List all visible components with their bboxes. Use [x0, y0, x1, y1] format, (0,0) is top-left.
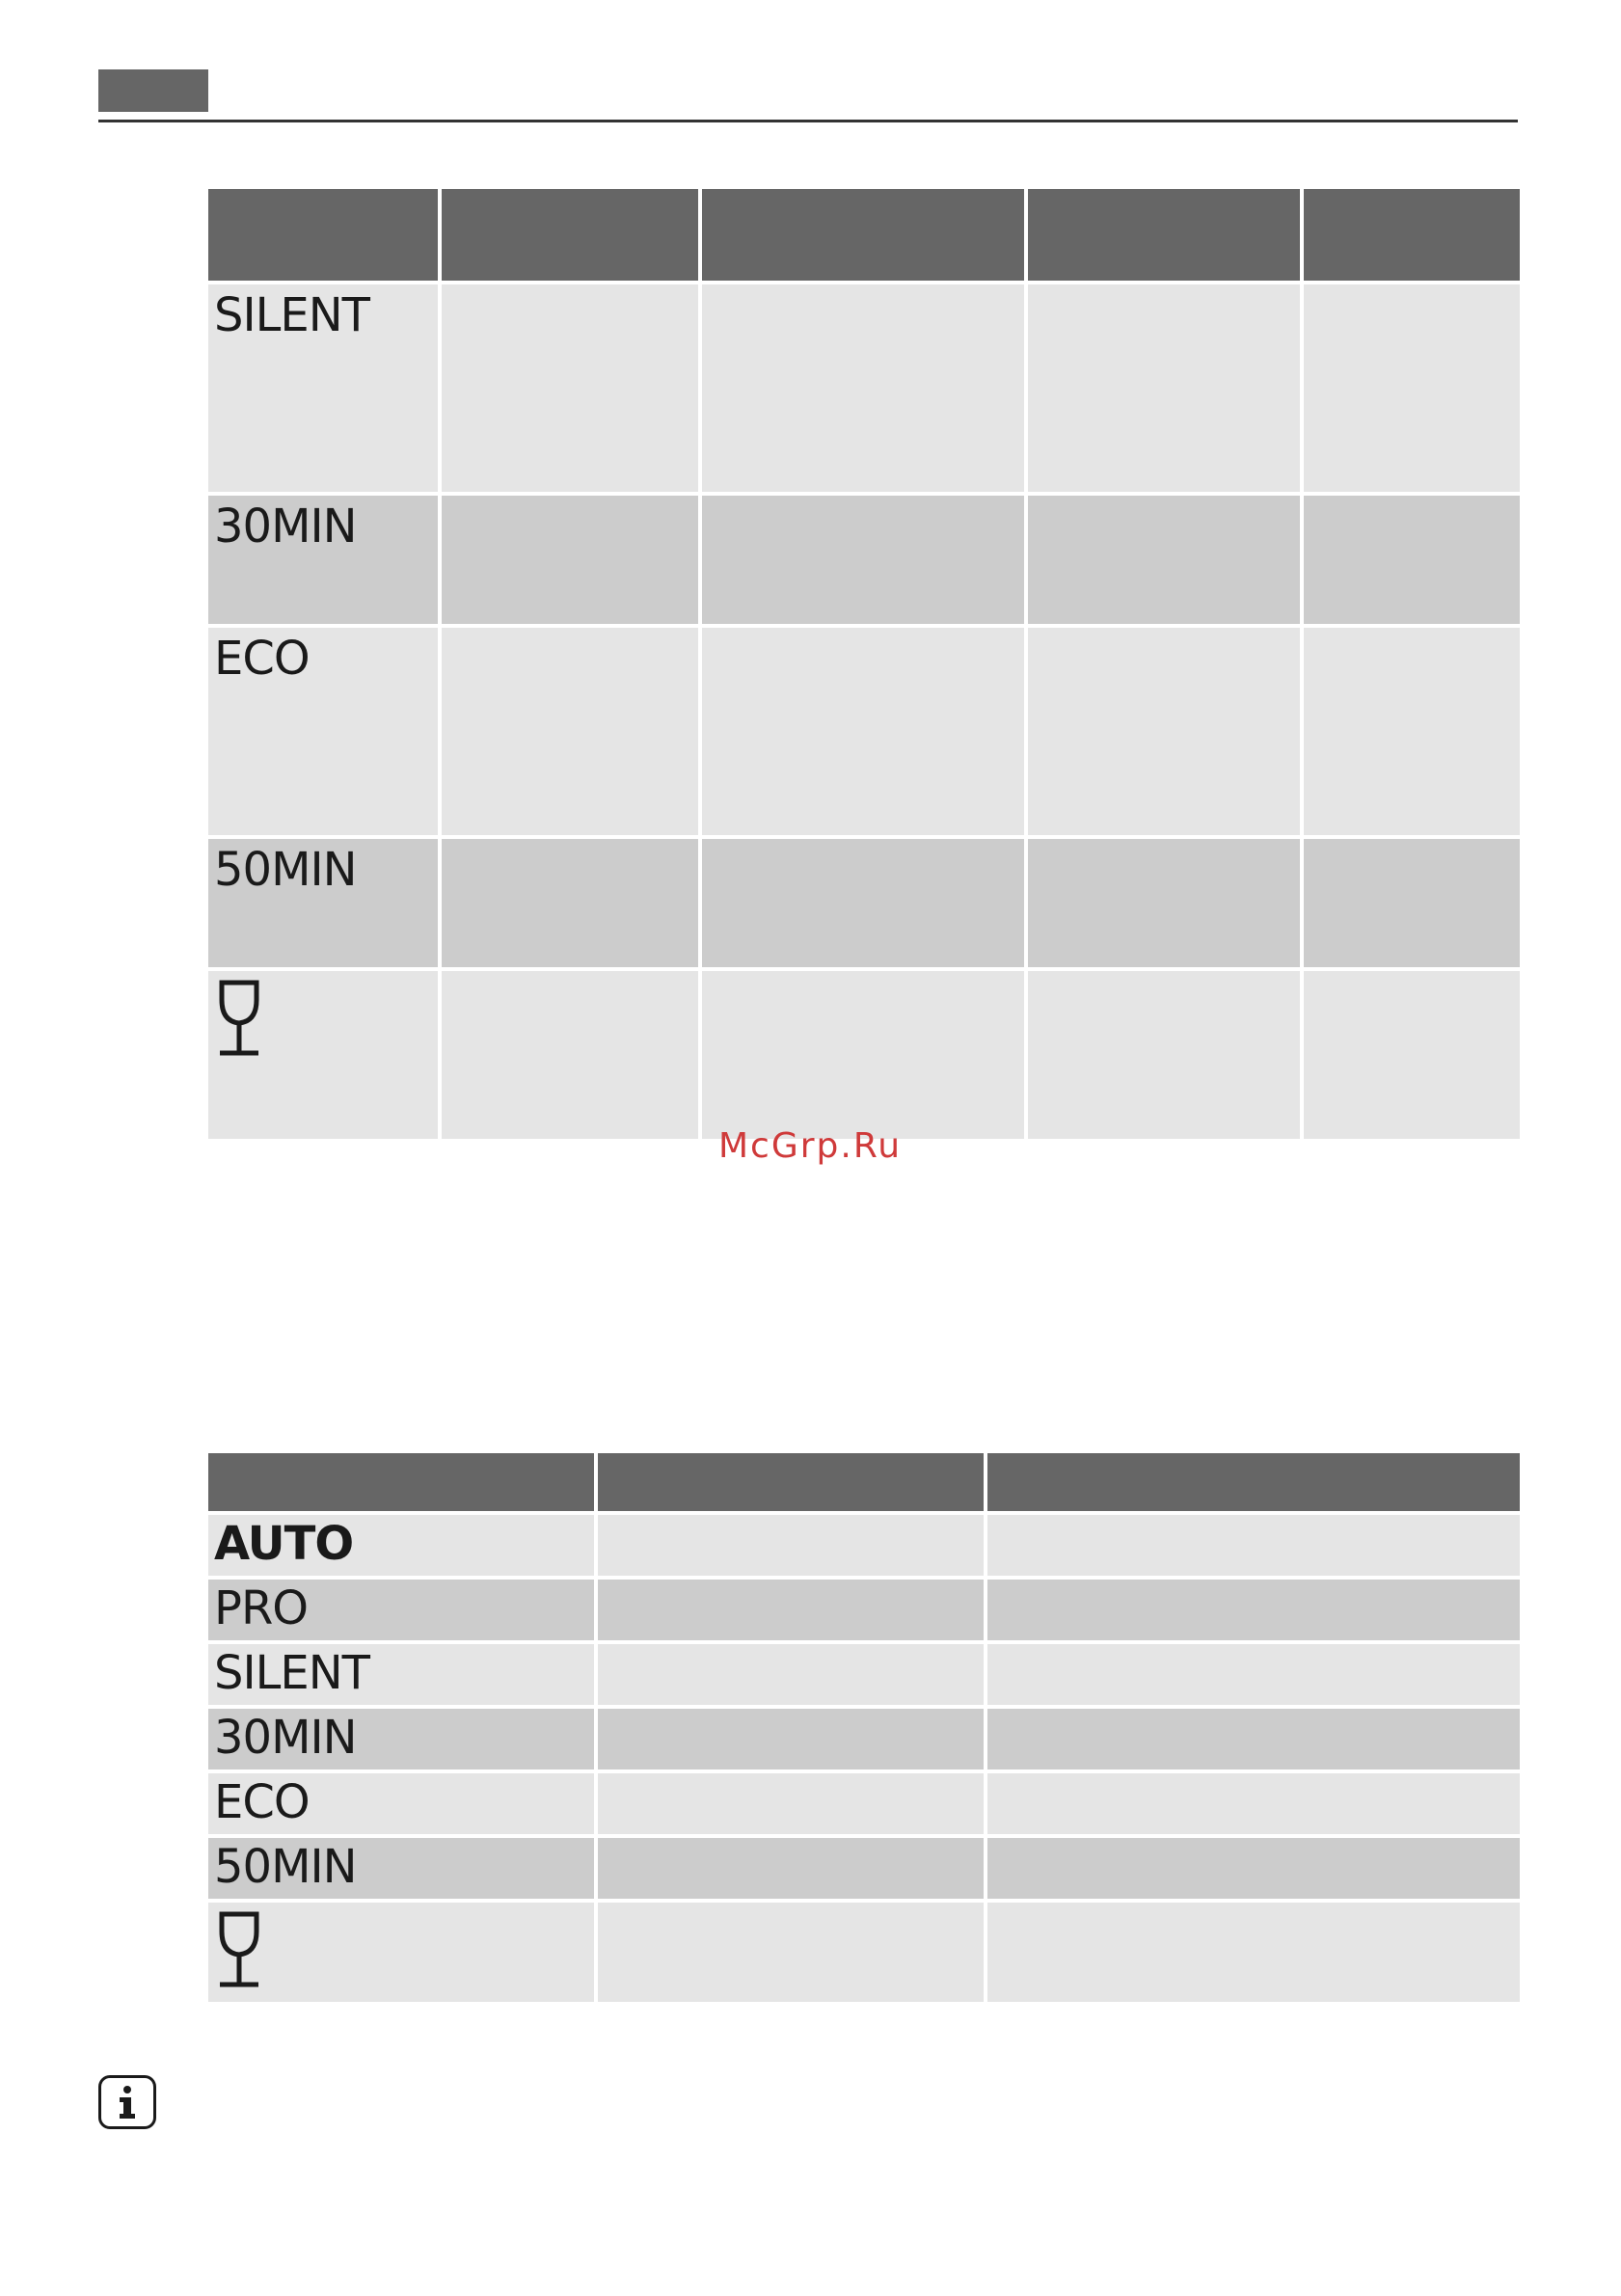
- watermark: McGrp.Ru: [718, 1126, 903, 1166]
- table-cell: [598, 1773, 984, 1834]
- table-cell: [1028, 839, 1300, 967]
- program-label-eco: ECO: [214, 1775, 310, 1829]
- table-cell: [1304, 284, 1520, 492]
- header-cell: [702, 189, 1024, 281]
- header-cell: [598, 1453, 984, 1511]
- program-cell: [208, 1644, 594, 1705]
- table-cell: [1304, 628, 1520, 835]
- table-cell: [702, 839, 1024, 967]
- table-row: [208, 1709, 1520, 1769]
- program-cell: [208, 1903, 594, 2002]
- table-cell: [1028, 971, 1300, 1139]
- table-cell: [987, 1773, 1520, 1834]
- table-cell: [1028, 496, 1300, 624]
- table-cell: [702, 284, 1024, 492]
- program-label-silent: SILENT: [214, 288, 369, 342]
- table-cell: [598, 1903, 984, 2002]
- wine-glass-icon: [216, 1910, 262, 1989]
- header-rule: [98, 120, 1518, 122]
- table-cell: [702, 628, 1024, 835]
- table-cell: [1028, 284, 1300, 492]
- program-label-eco: ECO: [214, 632, 310, 686]
- info-icon: [98, 2075, 156, 2129]
- page-section-tab: [98, 69, 208, 112]
- table-row: [208, 284, 1520, 492]
- table-cell: [987, 1580, 1520, 1640]
- header-cell: [208, 189, 438, 281]
- program-label-pro: PRO: [214, 1581, 309, 1635]
- program-label-50min: 50MIN: [214, 843, 357, 897]
- table-cell: [702, 496, 1024, 624]
- program-label-30min: 30MIN: [214, 1711, 357, 1765]
- table-row: [208, 839, 1520, 967]
- info-glyph-icon: [113, 2085, 142, 2120]
- table-cell: [1028, 628, 1300, 835]
- program-cell: [208, 1838, 594, 1899]
- table-cell: [442, 971, 698, 1139]
- table-row: [208, 971, 1520, 1139]
- program-cell: [208, 496, 438, 624]
- table-cell: [1304, 496, 1520, 624]
- table-cell: [598, 1838, 984, 1899]
- table-cell: [987, 1709, 1520, 1769]
- table-cell: [598, 1644, 984, 1705]
- program-cell: [208, 1515, 594, 1576]
- program-cell: [208, 284, 438, 492]
- table-cell: [1304, 971, 1520, 1139]
- program-label-auto: AUTO: [214, 1517, 354, 1571]
- header-cell: [987, 1453, 1520, 1511]
- table-row: [208, 1838, 1520, 1899]
- table-header-row: [208, 1453, 1520, 1511]
- table-cell: [987, 1644, 1520, 1705]
- table-cell: [598, 1580, 984, 1640]
- header-cell: [1028, 189, 1300, 281]
- table-row: [208, 628, 1520, 835]
- table-cell: [1304, 839, 1520, 967]
- table-row: [208, 496, 1520, 624]
- program-options-table: [204, 1449, 1524, 2006]
- table-cell: [987, 1838, 1520, 1899]
- program-cell: [208, 1580, 594, 1640]
- table-cell: [702, 971, 1024, 1139]
- program-cell: [208, 1709, 594, 1769]
- header-cell: [208, 1453, 594, 1511]
- table-cell: [987, 1515, 1520, 1576]
- program-cell: [208, 1773, 594, 1834]
- wine-glass-icon: [216, 979, 262, 1058]
- table-header-row: [208, 189, 1520, 281]
- header-cell: [442, 189, 698, 281]
- table-row: [208, 1644, 1520, 1705]
- program-cell: [208, 628, 438, 835]
- program-label-30min: 30MIN: [214, 500, 357, 554]
- table-cell: [442, 839, 698, 967]
- program-cell: [208, 971, 438, 1139]
- program-cell: [208, 839, 438, 967]
- table-cell: [442, 496, 698, 624]
- program-values-table: [204, 185, 1524, 1143]
- table-cell: [598, 1709, 984, 1769]
- table-row: [208, 1580, 1520, 1640]
- table-row: [208, 1773, 1520, 1834]
- table-cell: [598, 1515, 984, 1576]
- program-label-silent: SILENT: [214, 1646, 369, 1700]
- table-row: [208, 1903, 1520, 2002]
- table-row: [208, 1515, 1520, 1576]
- table-cell: [442, 284, 698, 492]
- header-cell: [1304, 189, 1520, 281]
- program-label-50min: 50MIN: [214, 1840, 357, 1894]
- table-cell: [987, 1903, 1520, 2002]
- table-cell: [442, 628, 698, 835]
